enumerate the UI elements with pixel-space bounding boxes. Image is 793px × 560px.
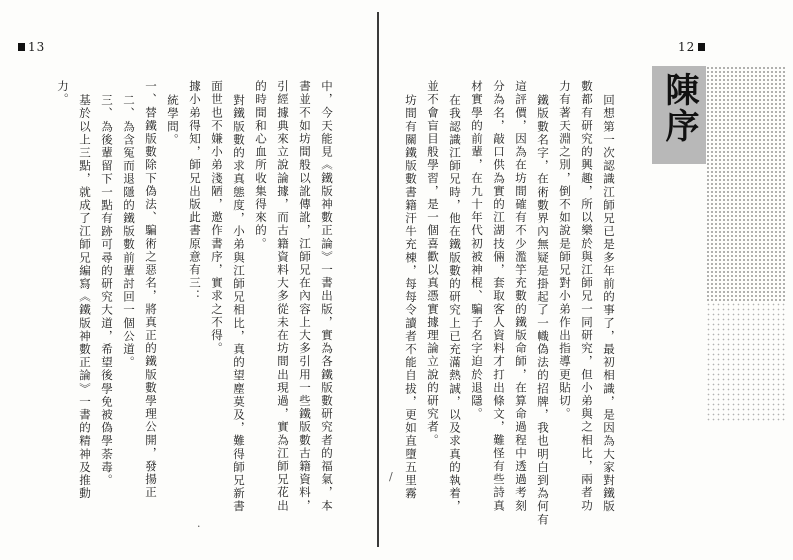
text-column: 基於以上三點，就成了江師兄編寫《鐵版神數正論》一書的精神及推動 [78, 94, 92, 501]
text-column: 統學問。 [166, 94, 180, 147]
preface-title: 陳序 [659, 72, 699, 144]
text-column: 材實學的前輩，在九十年代初被神棍、騙子名字迫於退隱。 [470, 80, 484, 421]
page-number-13 [18, 40, 45, 54]
left-page [0, 0, 376, 560]
text-column: 數都有研究的興趣，所以樂於與江師兄一同研究，但小弟與之相比，兩者功 [580, 80, 594, 513]
page-number-label: 13 [28, 40, 46, 54]
text-column: 面世也不嫌小弟淺陋，邀作書序，實求之不得。 [210, 80, 224, 356]
text-column: 分為名，敲口供為實的江湖技倆，套取客人資料才打出條文，難怪有些詩真 [492, 80, 506, 513]
halftone-decoration [706, 302, 786, 422]
text-column: 坊間有關鐵版數書籍汗牛充棟，每每令讀者不能自拔，更如直墮五里霧 [404, 94, 418, 501]
text-column: 的時間和心血所收集得來的。 [254, 80, 268, 251]
text-column: 二、為含冤而退隱的鐵版數前輩討回一個公道。 [122, 94, 136, 370]
text-column: 一、替鐵版數除下偽法、騙術之惡名，將真正的鐵版數學理公開，發揚正 [144, 80, 158, 500]
bullet-dot-icon: / [389, 470, 393, 483]
text-column: 中，今天能見《鐵版神數正論》一書出版，實為各鐵版數研究者的福氣，本 [320, 80, 334, 513]
title-block [652, 66, 706, 164]
page-number-12 [678, 40, 705, 54]
text-column: 書並不如坊間般以訛傳訛，江師兄在內容上大多引用一些鐵版數古籍資料， [298, 80, 312, 513]
book-gutter [377, 12, 379, 547]
text-column: 並不會盲目般學習，是一個喜歡以真憑實據理論立說的研究者。 [426, 80, 440, 447]
text-column: 鐵版數名字，在術數界內無疑是掛起了一幟偽法的招牌，我也明白到為何有 [536, 94, 550, 527]
text-column: 在我認識江師兄時，他在鐵版數的研究上已充滿熱誠，以及求真的執着， [448, 94, 462, 514]
page-number-label: 12 [678, 40, 696, 54]
bullet-dot-icon: · [197, 520, 201, 533]
halftone-decoration [706, 66, 786, 302]
text-column: 三、為後輩留下一點有跡可尋的研究大道，希望後學免被偽學荼毒。 [100, 94, 114, 487]
text-column: 這評價，因為在坊間確有不少濫竽充數的鐵版命師，在算命過程中透過考刻 [514, 80, 528, 513]
page-number-marker-icon [698, 43, 705, 51]
text-column: 引經據典來立說論據，而古籍資料大多從未在坊間出現過，實為江師兄花出 [276, 80, 290, 513]
text-column: 據小弟得知，師兄出版此書原意有三： [188, 80, 202, 303]
right-page [380, 0, 793, 560]
text-column: 對鐵版數的求真態度，小弟與江師兄相比，真的望塵莫及，難得師兄新書 [232, 94, 246, 514]
page-number-marker-icon [18, 43, 25, 51]
text-column: 力有著天淵之別，倒不如說是師兄對小弟作出指導更貼切。 [558, 80, 572, 421]
text-column: 力。 [56, 80, 70, 107]
text-column: 回想第一次認識江師兄已是多年前的事了，最初相識，是因為大家對鐵版 [602, 94, 616, 514]
